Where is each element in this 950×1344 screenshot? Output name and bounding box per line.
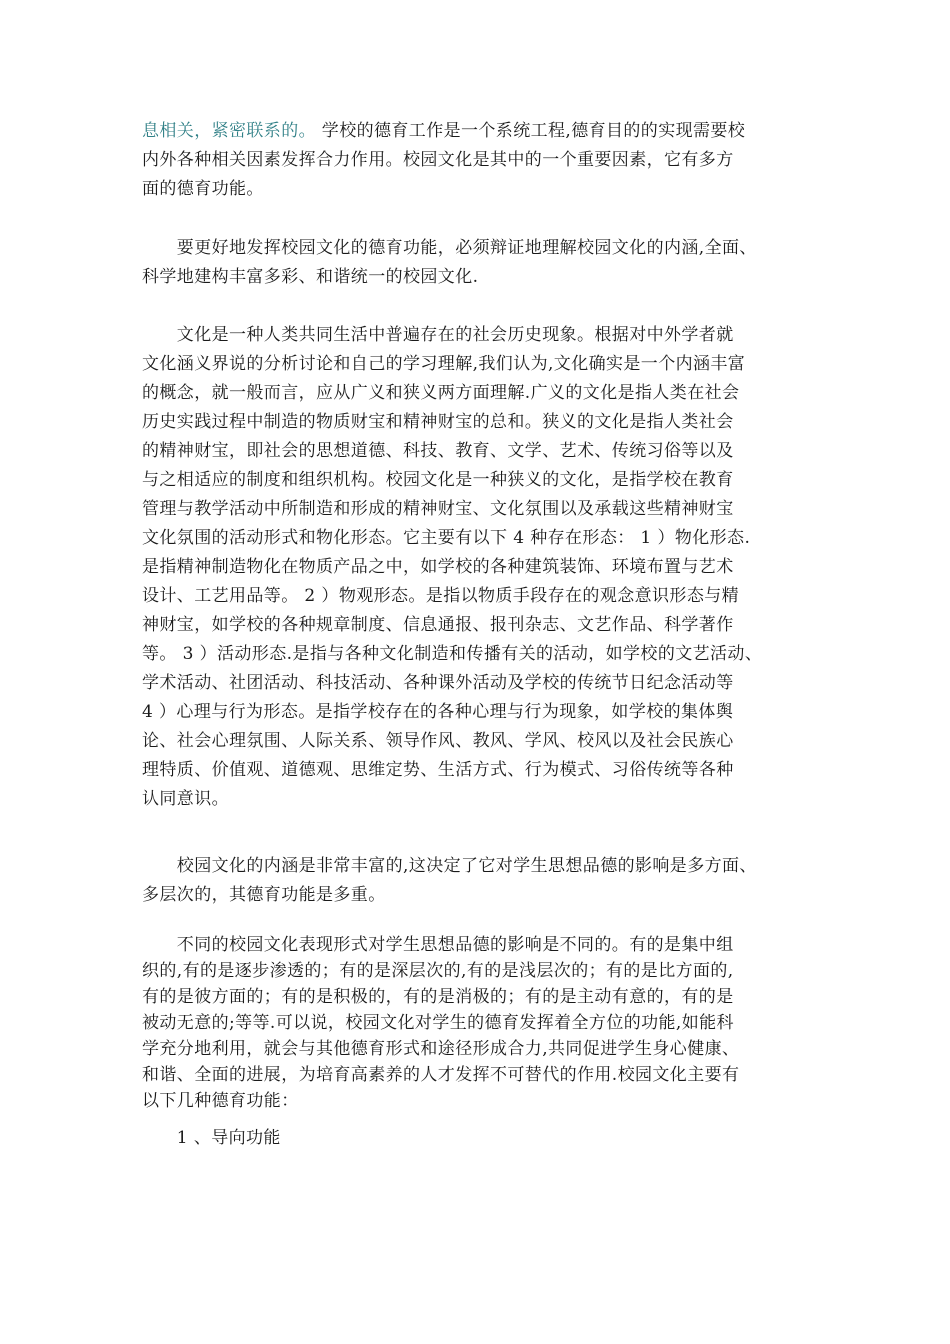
text-line: 是指精神制造物化在物质产品之中，如学校的各种建筑装饰、环境布置与艺术 bbox=[142, 557, 734, 577]
paragraph-forms-influence bbox=[142, 932, 822, 1114]
text-line: 内外各种相关因素发挥合力作用。校园文化是其中的一个重要因素，它有多方 bbox=[142, 150, 734, 170]
text-line: 多层次的，其德育功能是多重。 bbox=[142, 885, 386, 905]
text-line: 论、社会心理氛围、人际关系、领导作风、教风、学风、校风以及社会民族心 bbox=[142, 731, 734, 751]
text-line-rest: 学校的德育工作是一个系统工程,德育目的的实现需要校 bbox=[316, 121, 746, 141]
text-line: 校园文化的内涵是非常丰富的,这决定了它对学生思想品德的影响是多方面、 bbox=[142, 856, 757, 876]
text-line: 理特质、价值观、道德观、思维定势、生活方式、行为模式、习俗传统等各种 bbox=[142, 760, 734, 780]
text-line: 文化是一种人类共同生活中普遍存在的社会历史现象。根据对中外学者就 bbox=[142, 325, 734, 345]
text-line: 被动无意的;等等.可以说，校园文化对学生的德育发挥着全方位的功能,如能科 bbox=[142, 1013, 734, 1033]
text-line: 的概念，就一般而言，应从广义和狭义两方面理解.广义的文化是指人类在社会 bbox=[142, 383, 740, 403]
text-line: 学术活动、社团活动、科技活动、各种课外活动及学校的传统节日纪念活动等 bbox=[142, 673, 734, 693]
paragraph-intro bbox=[142, 117, 822, 204]
text-line: 神财宝，如学校的各种规章制度、信息通报、报刊杂志、文艺作品、科学著作 bbox=[142, 615, 734, 635]
section-heading: 1 、导向功能 bbox=[142, 1128, 281, 1148]
text-line: 设计、工艺用品等。 2 ）物观形态。是指以物质手段存在的观念意识形态与精 bbox=[142, 586, 740, 606]
text-line: 有的是彼方面的；有的是积极的，有的是消极的；有的是主动有意的，有的是 bbox=[142, 987, 734, 1007]
text-line: 等。 3 ）活动形态.是指与各种文化制造和传播有关的活动，如学校的文艺活动、 bbox=[142, 644, 763, 664]
text-line bbox=[142, 117, 822, 146]
paragraph-culture-definition bbox=[142, 321, 822, 814]
text-line: 历史实践过程中制造的物质财宝和精神财宝的总和。狭义的文化是指人类社会 bbox=[142, 412, 734, 432]
section-heading-guidance bbox=[142, 1124, 822, 1153]
text-line: 不同的校园文化表现形式对学生思想品德的影响是不同的。有的是集中组 bbox=[142, 935, 734, 955]
paragraph-connotation bbox=[142, 852, 822, 910]
paragraph-understanding bbox=[142, 234, 822, 292]
text-line: 要更好地发挥校园文化的德育功能，必须辩证地理解校园文化的内涵,全面、 bbox=[142, 238, 757, 258]
text-line: 文化氛围的活动形式和物化形态。它主要有以下 4 种存在形态： 1 ）物化形态. bbox=[142, 528, 751, 548]
text-line: 科学地建构丰富多彩、和谐统一的校园文化. bbox=[142, 267, 479, 287]
text-line: 管理与教学活动中所制造和形成的精神财宝、文化氛围以及承载这些精神财宝 bbox=[142, 499, 734, 519]
text-line: 文化涵义界说的分析讨论和自己的学习理解,我们认为,文化确实是一个内涵丰富 bbox=[142, 354, 746, 374]
text-line: 面的德育功能。 bbox=[142, 179, 264, 199]
text-line: 学充分地利用，就会与其他德育形式和途径形成合力,共同促进学生身心健康、 bbox=[142, 1039, 740, 1059]
text-line: 4 ）心理与行为形态。是指学校存在的各种心理与行为现象，如学校的集体舆 bbox=[142, 702, 734, 722]
text-line: 和谐、全面的进展，为培育高素养的人才发挥不可替代的作用.校园文化主要有 bbox=[142, 1065, 740, 1085]
text-line: 认同意识。 bbox=[142, 789, 229, 809]
text-line: 与之相适应的制度和组织机构。校园文化是一种狭义的文化，是指学校在教育 bbox=[142, 470, 734, 490]
text-line: 以下几种德育功能： bbox=[142, 1091, 299, 1111]
text-line: 的精神财宝，即社会的思想道德、科技、教育、文学、艺术、传统习俗等以及 bbox=[142, 441, 734, 461]
highlighted-text: 息相关，紧密联系的。 bbox=[142, 121, 316, 141]
text-line: 织的,有的是逐步渗透的；有的是深层次的,有的是浅层次的；有的是比方面的, bbox=[142, 961, 734, 981]
